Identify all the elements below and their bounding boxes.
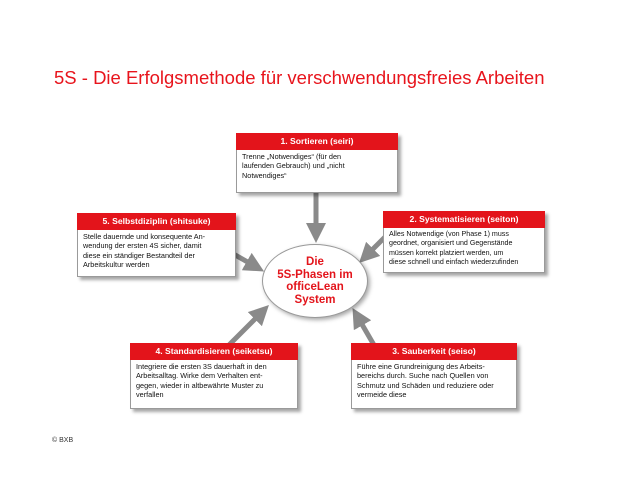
slide-title: 5S - Die Erfolgsmethode für verschwendungsfreies Arbeiten — [54, 67, 545, 88]
phase-3-text — [351, 360, 517, 409]
phase-2-line: geordnet, organisiert und Gegenstände — [389, 239, 513, 248]
phase-1-line: Notwendiges“ — [242, 170, 287, 180]
phase-5-header: 5. Selbstdiziplin (shitsuke) — [77, 213, 236, 230]
phase-4-box — [130, 343, 298, 409]
phase-4-text — [130, 360, 298, 409]
center-line: System — [294, 293, 336, 306]
phase-5-line: Stelle dauernde und konsequente An- — [83, 232, 206, 241]
phase-3-line: vermeide diese — [357, 390, 407, 400]
center-circle — [262, 244, 368, 318]
phase-2-text — [383, 228, 545, 273]
phase-4-line: Arbeitsalltag. Wirke dem Verhalten ent- — [136, 371, 263, 381]
phase-2-box — [383, 211, 545, 273]
center-line: 5S-Phasen im — [277, 268, 353, 281]
phase-2-line: Alles Notwendige (von Phase 1) muss — [389, 230, 509, 238]
phase-1-line: Trenne „Notwendiges“ (für den — [242, 152, 342, 161]
phase-5-box — [77, 213, 236, 277]
phase-4-line: Integriere die ersten 3S dauerhaft in den — [136, 362, 267, 371]
phase-2-header: 2. Systematisieren (seiton) — [383, 211, 545, 228]
phase-5-line: diese ein ständiger Bestandteil der — [83, 250, 195, 260]
phase-4-line: verfallen — [136, 390, 164, 400]
phase-1-text — [236, 150, 398, 193]
center-line: Die — [306, 256, 324, 268]
phase-5-line: Arbeitskultur werden — [83, 260, 150, 270]
phase-2-line: diese schnell und einfach wiederzufinden — [389, 258, 519, 267]
phase-3-line: Schmutz und Schäden und reduziere oder — [357, 380, 494, 390]
phase-2-line: müssen korrekt platziert werden, um — [389, 248, 504, 257]
phase-1-line: laufenden Gebrauch) und „nicht — [242, 161, 345, 171]
phase-5-text — [77, 230, 236, 277]
phase-3-line: bereichs durch. Suche nach Quellen von — [357, 371, 489, 381]
phase-4-header: 4. Standardisieren (seiketsu) — [130, 343, 298, 360]
phase-3-box — [351, 343, 517, 409]
center-line: officeLean — [286, 281, 344, 293]
phase-3-header: 3. Sauberkeit (seiso) — [351, 343, 517, 360]
phase-5-line: wendung der ersten 4S sicher, damit — [83, 241, 202, 251]
copyright-label: © BXB — [52, 437, 74, 444]
center-label — [277, 256, 352, 306]
phase-3-line: Führe eine Grundreinigung des Arbeits- — [357, 362, 485, 371]
phase-1-box — [236, 133, 398, 193]
phase-4-line: gegen, wieder in altbewährte Muster zu — [136, 380, 264, 390]
phase-1-header: 1. Sortieren (seiri) — [236, 133, 398, 150]
